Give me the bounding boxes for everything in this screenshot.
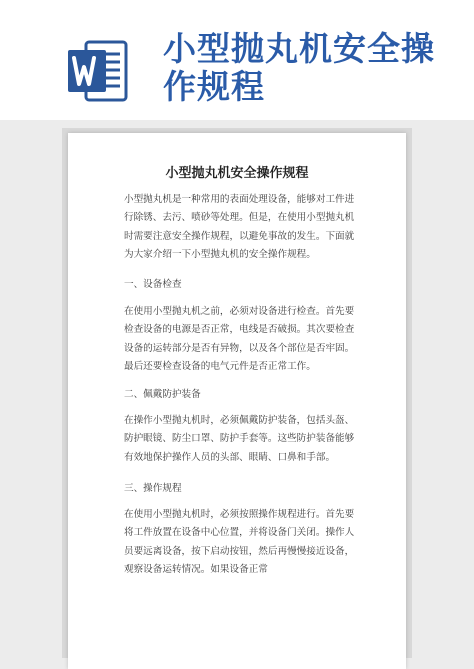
section-heading-3: 三、操作规程 <box>124 483 182 494</box>
document-page <box>68 133 406 669</box>
document-title: 小型抛丸机安全操作规程 <box>165 166 309 181</box>
section-heading-2: 二、佩戴防护装备 <box>124 389 201 400</box>
word-document-icon <box>66 36 128 106</box>
section-body-1: 在使用小型抛丸机之前，必须对设备进行检查。首先要检查设备的电源是否正常，电线是否破损。其次要检查设备的运转部分是否有异物，以及各个部位是否牢固。最后还要检查设备的电气元件是否正常工作。 <box>124 306 355 373</box>
intro-paragraph: 小型抛丸机是一种常用的表面处理设备，能够对工件进行除锈、去污、喷砂等处理。但是，在使用小型抛丸机时需要注意安全操作规程，以避免事故的发生。下面就为大家介绍一下小型抛丸机的安全操作规程。 <box>124 194 355 261</box>
banner-title: 小型抛丸机安全操作规程 <box>163 29 435 106</box>
section-heading-1: 一、设备检查 <box>124 279 182 290</box>
banner <box>0 0 474 120</box>
section-body-3: 在使用小型抛丸机时，必须按照操作规程进行。首先要将工件放置在设备中心位置，并将设备门关闭。操作人员要远离设备，按下启动按钮，然后再慢慢接近设备，观察设备运转情况。如果设备正常 <box>124 509 355 576</box>
section-body-2: 在操作小型抛丸机时，必须佩戴防护装备，包括头盔、防护眼镜、防尘口罩、防护手套等。这些防护装备能够有效地保护操作人员的头部、眼睛、口鼻和手部。 <box>124 415 355 463</box>
